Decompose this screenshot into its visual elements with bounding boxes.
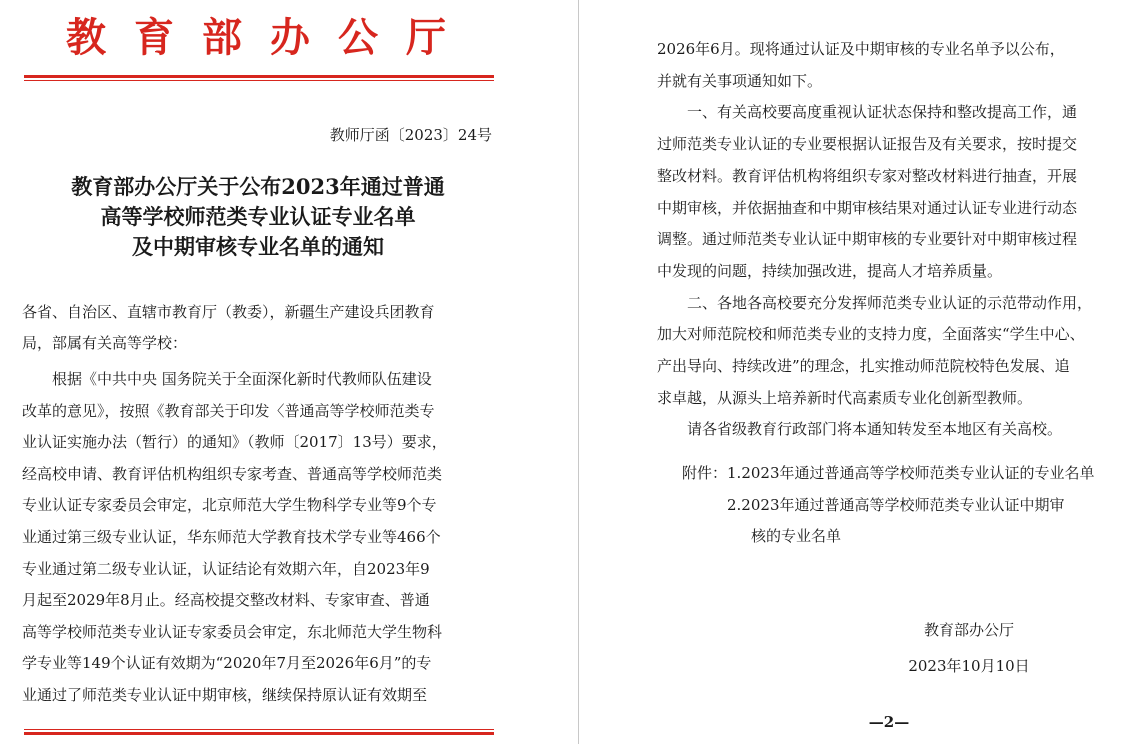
attachments xyxy=(682,458,1122,553)
body-line: 学专业等149个认证有效期为“2020年7月至2026年6月”的专 xyxy=(22,654,432,673)
body-line: 业通过了师范类专业认证中期审核，继续保持原认证有效期至 xyxy=(22,685,428,704)
body-line: 加大对师范院校和师范类专业的支持力度，全面落实“学生中心、 xyxy=(657,325,1085,344)
document-number: 教师厅函〔2023〕24号 xyxy=(329,126,492,144)
attachment-line-2: 2.2023年通过普通高等学校师范类专业认证中期审 xyxy=(727,495,1065,514)
title-line-3: 及中期审核专业名单的通知 xyxy=(132,234,384,259)
body-line: 根据《中共中央 国务院关于全面深化新时代教师队伍建设 xyxy=(22,370,432,388)
addressee-line-2: 局，部属有关高等学校： xyxy=(22,334,188,352)
body-text-left xyxy=(22,364,502,712)
signature-org: 教育部办公厅 xyxy=(923,621,1014,639)
body-line: 二、各地各高校要充分发挥师范类专业认证的示范带动作用， xyxy=(657,293,1093,312)
body-line: 过师范类专业认证的专业要根据认证报告及有关要求，按时提交 xyxy=(657,135,1078,154)
footer-rule-bottom xyxy=(24,732,494,735)
body-line: 专业通过第二级专业认证，认证结论有效期六年，自2023年9 xyxy=(22,559,430,578)
body-line: 一、有关高校要高度重视认证状态保持和整改提高工作，通 xyxy=(657,103,1078,122)
body-line: 并就有关事项通知如下。 xyxy=(657,71,823,90)
document-title xyxy=(18,172,498,262)
body-line: 月起至2029年8月止。经高校提交整改材料、专家审查、普通 xyxy=(22,591,430,610)
addressee-line-1: 各省、自治区、直辖市教育厅（教委），新疆生产建设兵团教育 xyxy=(22,303,435,321)
body-line: 专业认证专家委员会审定，北京师范大学生物科学专业等9个专 xyxy=(22,496,437,515)
body-line: 改革的意见》，按照《教育部关于印发〈普通高等学校师范类专 xyxy=(22,401,435,420)
body-line: 业认证实施办法（暂行）的通知》（教师〔2017〕13号）要求， xyxy=(22,433,447,452)
attachment-line-1 xyxy=(682,458,1122,490)
title-line-1: 教育部办公厅关于公布2023年通过普通 xyxy=(71,174,445,199)
body-line: 高等学校师范类专业认证专家委员会审定，东北师范大学生物科 xyxy=(22,622,443,641)
body-line: 中发现的问题，持续加强改进，提高人才培养质量。 xyxy=(657,261,1003,280)
body-text-right xyxy=(657,34,1127,446)
attachment-line-3: 核的专业名单 xyxy=(751,527,842,545)
body-line: 产出导向、持续改进”的理念，扎实推动师范院校特色发展、追 xyxy=(657,357,1070,376)
footer-rule-top xyxy=(24,729,494,730)
body-line: 整改材料。教育评估机构将组织专家对整改材料进行抽查，开展 xyxy=(657,166,1078,185)
attachments-label: 附件： xyxy=(682,464,728,482)
body-line: 求卓越，从源头上培养新时代高素质专业化创新型教师。 xyxy=(657,388,1033,407)
attachment-item-1: 1.2023年通过普通高等学校师范类专业认证的专业名单 xyxy=(727,464,1095,482)
body-line: 中期审核，并依据抽查和中期审核结果对通过认证专业进行动态 xyxy=(657,198,1078,217)
body-line: 请各省级教育行政部门将本通知转发至本地区有关高校。 xyxy=(657,420,1063,439)
body-line: 调整。通过师范类专业认证中期审核的专业要针对中期审核过程 xyxy=(657,230,1078,249)
masthead-rule-top xyxy=(24,75,494,78)
signature-block xyxy=(889,612,1049,684)
page-right xyxy=(579,0,1142,744)
addressee xyxy=(22,297,498,359)
masthead-title: 教育部办公厅 xyxy=(66,15,474,61)
body-line: 经高校申请、教育评估机构组织专家考查、普通高等学校师范类 xyxy=(22,464,443,483)
body-line: 业通过第三级专业认证，华东师范大学教育技术学专业等466个 xyxy=(22,527,441,546)
body-line: 2026年6月。现将通过认证及中期审核的专业名单予以公布， xyxy=(657,40,1065,58)
title-line-2: 高等学校师范类专业认证专业名单 xyxy=(100,204,416,229)
masthead-rule-bottom xyxy=(24,80,494,81)
page-number: —2— xyxy=(868,713,910,731)
signature-date: 2023年10月10日 xyxy=(908,657,1030,675)
